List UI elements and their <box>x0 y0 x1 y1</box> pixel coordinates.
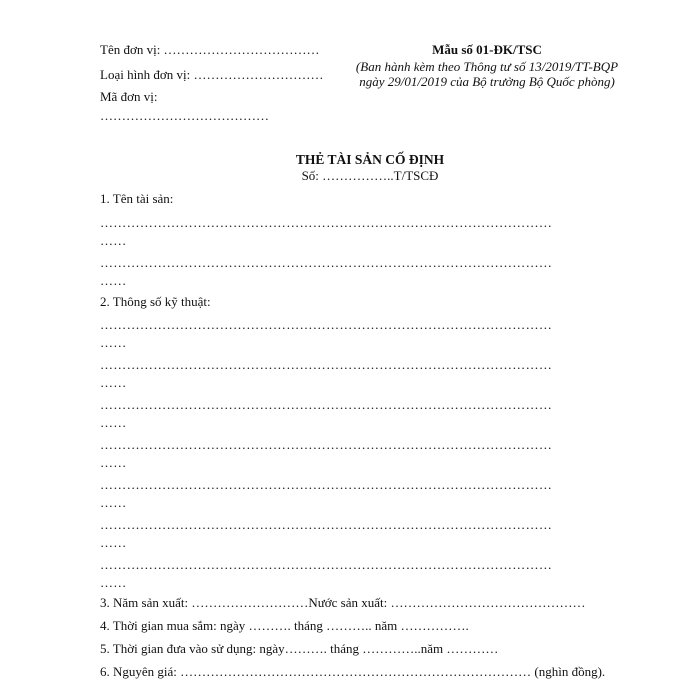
fill-line: …… <box>100 233 127 248</box>
fill-line: …… <box>100 415 127 430</box>
fill-line: ………………………………………………………………………………………… <box>100 255 553 270</box>
issuance-note-line-2: ngày 29/01/2019 của Bộ trưởng Bộ Quốc phòng) <box>359 74 615 89</box>
fill-line: ………………………………………………………………………………………… <box>100 317 553 332</box>
unit-code-label: Mã đơn vị: <box>100 89 158 104</box>
card-number: Số: ……………..T/TSCĐ <box>301 168 439 183</box>
fill-line: ………………………………………………………………………………………… <box>100 397 553 412</box>
fill-line: ………………………………………………………………………………………… <box>100 517 553 532</box>
fill-line: ………………………………………………………………………………………… <box>100 215 553 230</box>
fill-line: …… <box>100 495 127 510</box>
issuance-note-line-1: (Ban hành kèm theo Thông tư số 13/2019/TT-BQP <box>355 59 619 74</box>
fill-line: …… <box>100 535 127 550</box>
fill-line: ………………………………………………………………………………………… <box>100 477 553 492</box>
section-purchase-date: 4. Thời gian mua sắm: ngày ………. tháng ……….. năm ……………. <box>100 618 469 633</box>
fill-line: …… <box>100 455 127 470</box>
fill-line: ………………………………………………………………………………………… <box>100 357 553 372</box>
fill-line: …… <box>100 375 127 390</box>
fill-line: ………………………………………………………………………………………… <box>100 437 553 452</box>
fill-line: …… <box>100 575 127 590</box>
unit-type-field: Loại hình đơn vị: ………………………… <box>100 67 324 82</box>
section-asset-name-label: 1. Tên tài sản: <box>100 191 174 206</box>
section-technical-specs-label: 2. Thông số kỹ thuật: <box>100 294 211 309</box>
fill-line: …… <box>100 273 127 288</box>
fill-line: …… <box>100 335 127 350</box>
section-manufacture-year-country: 3. Năm sản xuất: ………………………Nước sản xuất: ……………………………………… <box>100 595 586 610</box>
unit-code-line: ………………………………… <box>100 108 269 123</box>
form-number: Mẫu số 01-ĐK/TSC <box>432 42 542 57</box>
document-title: THẺ TÀI SẢN CỐ ĐỊNH <box>295 152 445 167</box>
section-in-service-date: 5. Thời gian đưa vào sử dụng: ngày………. tháng …………..năm ………… <box>100 641 499 656</box>
unit-name-field: Tên đơn vị: ……………………………… <box>100 42 320 57</box>
fill-line: ………………………………………………………………………………………… <box>100 557 553 572</box>
section-original-cost: 6. Nguyên giá: ……………………………………………………………………… (nghìn đồng). <box>100 664 606 679</box>
